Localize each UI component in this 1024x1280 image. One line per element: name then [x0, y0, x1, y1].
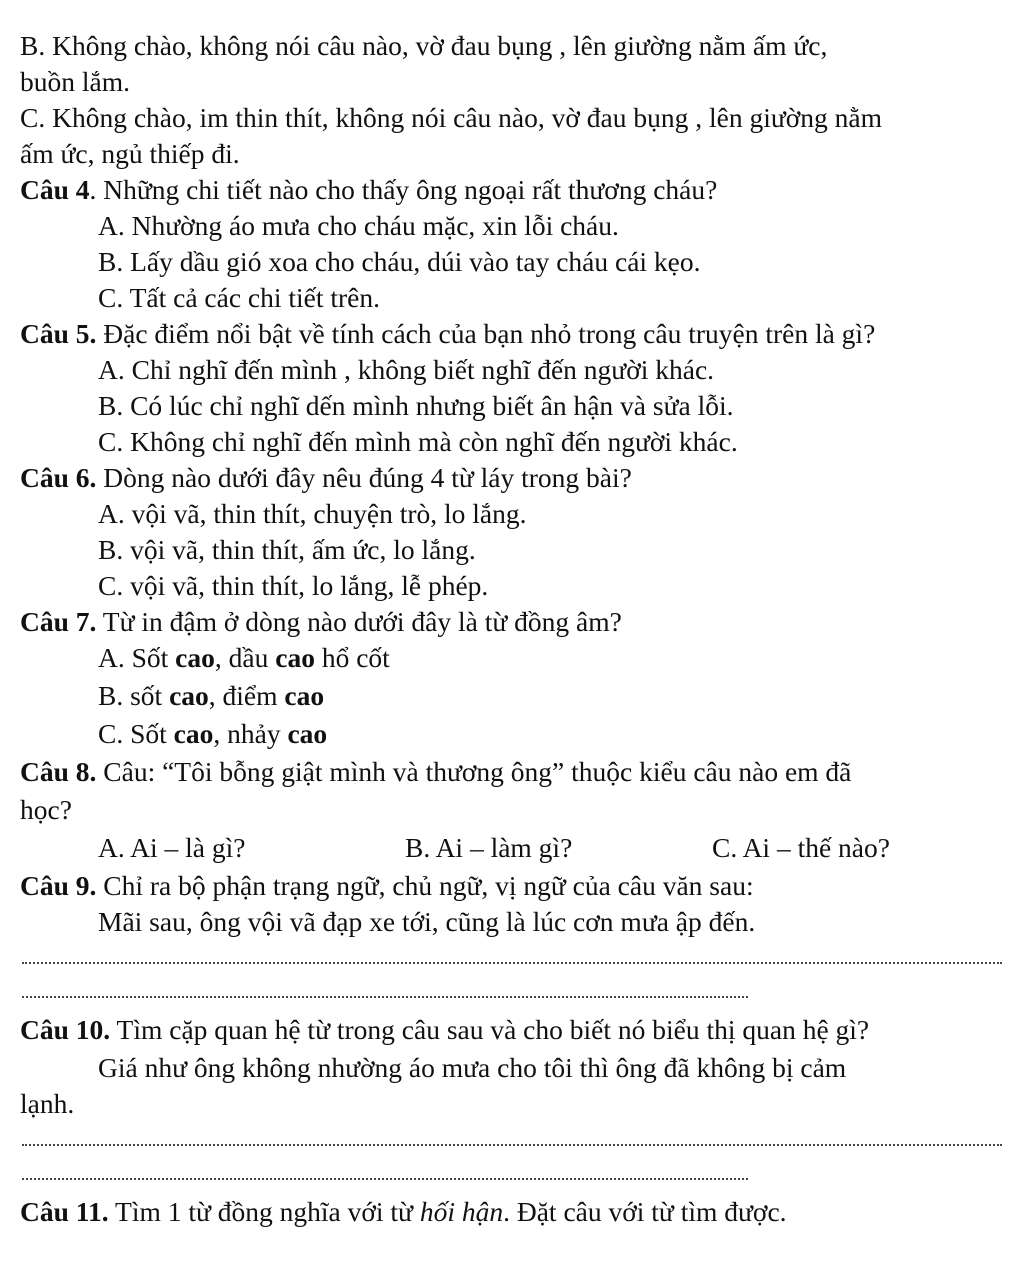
- q8-option-b: B. Ai – làm gì?: [405, 832, 573, 863]
- q7-b-part2: , điểm: [208, 680, 285, 711]
- q5-question: [20, 316, 875, 352]
- q8-question-line2: học?: [20, 794, 72, 825]
- q9-label: Câu 9.: [20, 870, 97, 901]
- q4-option-b: B. Lấy dầu gió xoa cho cháu, dúi vào tay cháu cái kẹo.: [98, 246, 701, 277]
- q6-option-a: A. vội vã, thin thít, chuyện trò, lo lắng.: [98, 498, 527, 529]
- q10-label: Câu 10.: [20, 1014, 111, 1045]
- q8-label: Câu 8.: [20, 756, 97, 787]
- q5-option-b: B. Có lúc chỉ nghĩ dến mình nhưng biết ân hận và sửa lỗi.: [98, 390, 734, 421]
- q6-option-b: B. vội vã, thin thít, ấm ức, lo lắng.: [98, 534, 476, 565]
- q7-label: Câu 7.: [20, 606, 97, 637]
- q7-question: [20, 604, 622, 640]
- q11-text2: . Đặt câu với từ tìm được.: [503, 1196, 787, 1227]
- q5-text: Đặc điểm nổi bật về tính cách của bạn nhỏ trong câu truyện trên là gì?: [96, 318, 876, 349]
- q6-question: [20, 460, 632, 496]
- q7-b-bold1: cao: [169, 680, 209, 711]
- q8-text1: Câu: “Tôi bỗng giật mình và thương ông” thuộc kiểu câu nào em đã: [96, 756, 852, 787]
- q11-text1: Tìm 1 từ đồng nghĩa với từ: [108, 1196, 420, 1227]
- q7-a-part3: hổ cốt: [314, 642, 390, 673]
- q10-sentence-line2: lạnh.: [20, 1088, 75, 1119]
- q10-text: Tìm cặp quan hệ từ trong câu sau và cho biết nó biểu thị quan hệ gì?: [110, 1014, 870, 1045]
- q9-question: [20, 868, 754, 904]
- q7-a-part1: A. Sốt: [98, 642, 176, 673]
- q5-option-a: A. Chỉ nghĩ đến mình , không biết nghĩ đến người khác.: [98, 354, 715, 385]
- q6-label: Câu 6.: [20, 462, 97, 493]
- q10-sentence-line1: Giá như ông không nhường áo mưa cho tôi thì ông đã không bị cảm: [98, 1052, 847, 1083]
- q5-option-c: C. Không chỉ nghĩ đến mình mà còn nghĩ đến người khác.: [98, 426, 738, 457]
- q10-question: [20, 1012, 869, 1048]
- q8-option-c: C. Ai – thế nào?: [712, 832, 890, 863]
- q7-option-c: [98, 716, 327, 752]
- q9-text: Chỉ ra bộ phận trạng ngữ, chủ ngữ, vị ngữ của câu văn sau:: [96, 870, 754, 901]
- q6-text: Dòng nào dưới đây nêu đúng 4 từ láy trong bài?: [96, 462, 632, 493]
- q7-option-b: [98, 678, 324, 714]
- q7-c-part2: , nhảy: [213, 718, 288, 749]
- q10-answer-line-1: [22, 1144, 1002, 1146]
- q7-text: Từ in đậm ở dòng nào dưới đây là từ đồng âm?: [96, 606, 622, 637]
- q7-option-a: [98, 640, 390, 676]
- q11-question: [20, 1194, 787, 1230]
- q11-label: Câu 11.: [20, 1196, 109, 1227]
- q7-a-part2: , dầu: [214, 642, 276, 673]
- q8-question-line1: [20, 754, 851, 790]
- q3-option-b-line2: buồn lắm.: [20, 66, 130, 97]
- q9-answer-line-2: [22, 996, 748, 998]
- q5-label: Câu 5.: [20, 318, 97, 349]
- q7-c-bold2: cao: [287, 718, 328, 749]
- q7-b-bold2: cao: [284, 680, 325, 711]
- q7-b-part1: B. sốt: [98, 680, 170, 711]
- q4-option-a: A. Nhường áo mưa cho cháu mặc, xin lỗi cháu.: [98, 210, 619, 241]
- q3-option-c-line1: C. Không chào, im thin thít, không nói câu nào, vờ đau bụng , lên giường nằm: [20, 102, 883, 133]
- q10-answer-line-2: [22, 1178, 748, 1180]
- q11-italic-word: hối hận: [419, 1196, 504, 1227]
- q4-question: [20, 172, 717, 208]
- q9-answer-line-1: [22, 962, 1002, 964]
- q4-label: Câu 4: [20, 174, 90, 205]
- q9-sentence: Mãi sau, ông vội vã đạp xe tới, cũng là lúc cơn mưa ập đến.: [98, 906, 756, 937]
- q4-option-c: C. Tất cả các chi tiết trên.: [98, 282, 380, 313]
- q7-c-part1: C. Sốt: [98, 718, 174, 749]
- q4-text: . Những chi tiết nào cho thấy ông ngoại rất thương cháu?: [89, 174, 718, 205]
- q6-option-c: C. vội vã, thin thít, lo lắng, lễ phép.: [98, 570, 489, 601]
- q7-c-bold1: cao: [173, 718, 214, 749]
- q7-a-bold1: cao: [175, 642, 215, 673]
- q3-option-c-line2: ấm ức, ngủ thiếp đi.: [20, 138, 240, 169]
- q3-option-b-line1: B. Không chào, không nói câu nào, vờ đau bụng , lên giường nằm ấm ức,: [20, 30, 828, 61]
- q8-option-a: A. Ai – là gì?: [98, 832, 246, 863]
- q7-a-bold2: cao: [275, 642, 315, 673]
